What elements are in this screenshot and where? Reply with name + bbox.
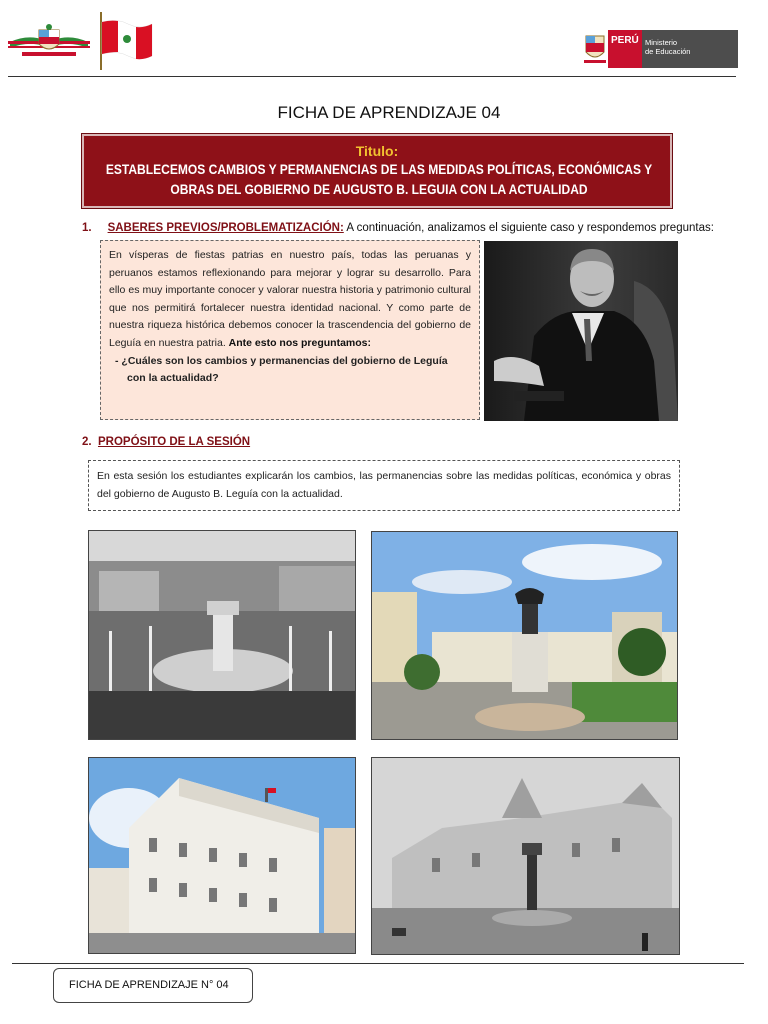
section1-heading (82, 222, 714, 234)
modern-plaza-monument-photo (371, 531, 678, 740)
banner-text: ESTABLECEMOS CAMBIOS Y PERMANENCIAS DE LAS MEDIDAS POLÍTICAS, ECONÓMICAS Y OBRAS DEL GOBIERNO DE AUGUSTO B. LEGUIA CON LA ACTUALIDAD (105, 161, 653, 197)
section2-heading (82, 436, 250, 448)
peru-coat-of-arms-icon (6, 22, 92, 60)
case-text-box (100, 240, 480, 420)
section2-number: 2. (82, 436, 92, 448)
footer-label-box (53, 968, 253, 1003)
footer-divider (12, 963, 744, 964)
title-banner (82, 134, 672, 208)
page-header (0, 0, 768, 80)
footer-label: FICHA DE APRENDIZAJE N° 04 (69, 979, 229, 991)
case-bold-text: Ante esto nos preguntamos: (228, 336, 372, 349)
ministry-country-label: PERÚ (608, 30, 642, 68)
ministry-name: Ministerio de Educación (642, 30, 738, 68)
ministry-logo (582, 30, 738, 68)
purpose-box (88, 460, 680, 511)
header-divider (8, 76, 736, 77)
leguia-portrait-photo (484, 241, 678, 421)
page-title: FICHA DE APRENDIZAJE 04 (277, 103, 501, 122)
section2-title: PROPÓSITO DE LA SESIÓN (97, 436, 251, 448)
question-line2: con la actualidad? (127, 372, 219, 385)
government-palace-historic-photo (371, 757, 680, 955)
section1-number: 1. (82, 222, 92, 234)
historic-plaza-photo (88, 530, 356, 740)
question-line1: - ¿Cuáles son los cambios y permanencias del gobierno de Leguía (115, 354, 448, 367)
peru-flag-icon (98, 12, 156, 70)
ministry-shield-icon (582, 30, 608, 68)
banner-label: Titulo: (355, 143, 399, 159)
government-palace-color-photo (88, 757, 356, 954)
section1-intro: A continuación, analizamos el siguiente caso y respondemos preguntas: (343, 222, 714, 234)
section1-title: SABERES PREVIOS/PROBLEMATIZACIÓN: (107, 222, 344, 234)
case-text: En vísperas de fiestas patrias en nuestro país, todas las peruanas y peruanos estamos reflexionando para mejorar y lograr su desarrollo. Para ello es muy importante conocer y valorar nuestra historia y patrimonio cultural que nos permitirá fortalecer nuestra identidad nacional. Y como parte de nuestra riqueza histórica debemos conocer la trascendencia del gobierno de Leguía en nuestra patria. (109, 249, 471, 349)
purpose-text: En esta sesión los estudiantes explicarán los cambios, las permanencias sobre las medidas políticas, económica y obras del gobierno de Augusto B. Leguía con la actualidad. (97, 470, 671, 500)
